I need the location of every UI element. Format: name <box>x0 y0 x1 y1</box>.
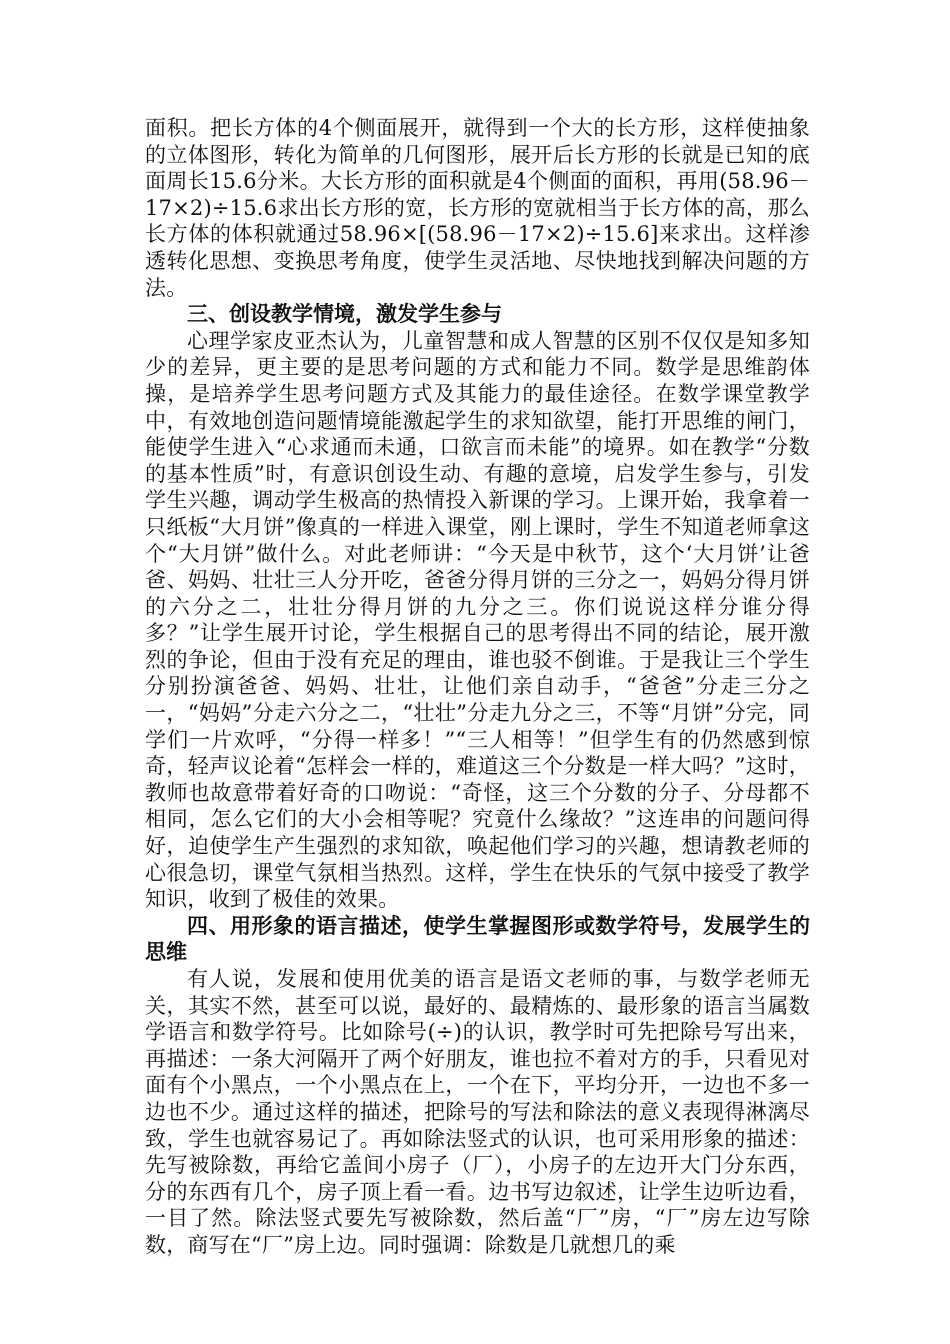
section-heading-4: 四、用形象的语言描述，使学生掌握图形或数学符号，发展学生的思维 <box>145 912 810 965</box>
section-heading-3: 三、创设教学情境，激发学生参与 <box>187 301 502 327</box>
paragraph-teaching-scenario: 心理学家皮亚杰认为，儿童智慧和成人智慧的区别不仅仅是知多知少的差异，更主要的是思考问题的方式和能力不同。数学是思维韵体操，是培养学生思考问题方式及其能力的最佳途径。在数学课堂教学中，有效地创造问题情境能激起学生的求知欲望，能打开思维的闸门，能使学生进入“心求通而未通，口欲言而未能”的境界。如在教学“分数的基本性质”时，有意识创设生动、有趣的意境，启发学生参与，引发学生兴趣，调动学生极高的热情投入新课的学习。上课开始，我拿着一只纸板“大月饼”像真的一样进入课堂，刚上课时，学生不知道老师拿这个“大月饼”做什么。对此老师讲：“今天是中秋节，这个‘大月饼’让爸爸、妈妈、壮壮三人分开吃，爸爸分得月饼的三分之一，妈妈分得月饼的六分之二，壮壮分得月饼的九分之三。你们说说这样分谁分得多？”让学生展开讨论，学生根据自己的思考得出不同的结论，展开激烈的争论，但由于没有充足的理由，谁也驳不倒谁。于是我让三个学生分别扮演爸爸、妈妈、壮壮，让他们亲自动手，“爸爸”分走三分之一，“妈妈”分走六分之二，“壮壮”分走九分之三，不等“月饼”分完，同学们一片欢呼，“分得一样多！”“三人相等！”但学生有的仍然感到惊奇，轻声议论着“怎样会一样的，难道这三个分数是一样大吗？”这时，教师也故意带着好奇的口吻说：“奇怪，这三个分数的分子、分母都不相同，怎么它们的大小会相等呢？究竟什么缘故？”这连串的问题问得好，迫使学生产生强烈的求知欲，唤起他们学习的兴趣，想请教老师的心很急切，课堂气氛相当热烈。这样，学生在快乐的气氛中接受了教学知识，收到了极佳的效果。 <box>145 328 810 912</box>
paragraph-language-description: 有人说，发展和使用优美的语言是语文老师的事，与数学老师无关，其实不然，甚至可以说，最好的、最精炼的、最形象的语言当属数学语言和数学符号。比如除号(÷)的认识，教学时可先把除号写出来，再描述：一条大河隔开了两个好朋友，谁也拉不着对方的手，只看见对面有个小黑点，一个小黑点在上，一个在下，平均分开，一边也不多一边也不少。通过这样的描述，把除号的写法和除法的意义表现得淋漓尽致，学生也就容易记了。再如除法竖式的认识，也可采用形象的描述：先写被除数，再给它盖间小房子（厂），小房子的左边开大门分东西，分的东西有几个，房子顶上看一看。边书写边叙述，让学生边听边看，一目了然。除法竖式要先写被除数，然后盖“厂”房，“厂”房左边写除数，商写在“厂”房上边。同时强调：除数是几就想几的乘 <box>145 967 810 1257</box>
document-body <box>145 115 810 1259</box>
paragraph-volume-method: 面积。把长方体的4个侧面展开，就得到一个大的长方形，这样使抽象的立体图形，转化为简单的几何图形，展开后长方形的长就是已知的底面周长15.6分米。大长方形的面积就是4个侧面的面积，再用(58.96－17×2)÷15.6求出长方形的宽，长方形的宽就相当于长方体的高，那么长方体的体积就通过58.96×[(58.96－17×2)÷15.6]来求出。这样渗透转化思想、变换思考角度，使学生灵活地、尽快地找到解决问题的方法。 <box>145 116 810 300</box>
